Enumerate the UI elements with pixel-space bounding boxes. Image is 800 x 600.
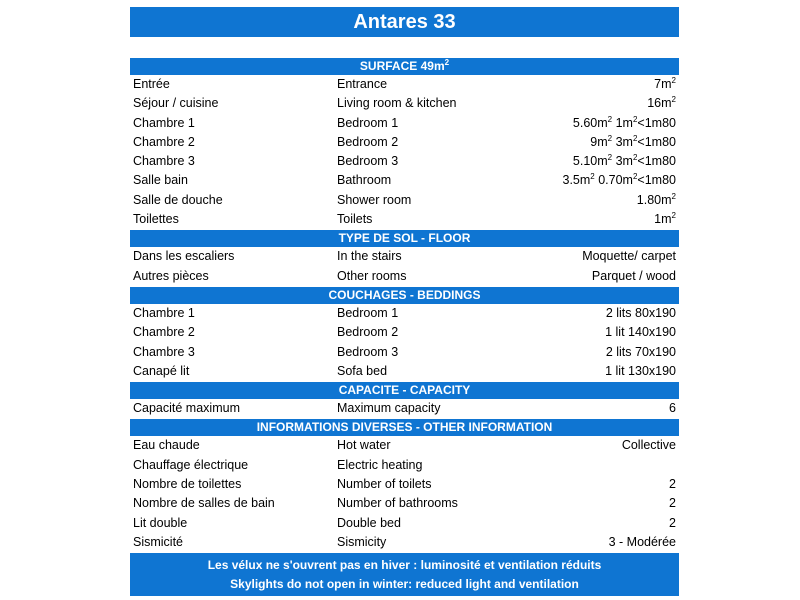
table-row: [130, 267, 679, 286]
table-row: [130, 362, 679, 381]
label-en: Bedroom 3: [337, 154, 399, 169]
label-fr: Toilettes: [133, 212, 179, 227]
value-cell: $5.60m^2$ $1m^2<1m80$: [572, 114, 676, 130]
label-fr: Chambre 3: [133, 344, 195, 359]
table-row: [130, 514, 679, 533]
value-cell: Collective: [621, 438, 676, 453]
label-en: Number of bathrooms: [337, 496, 458, 511]
label-fr: Salle de douche: [133, 192, 223, 207]
value-cell: $1.80m^2$: [636, 191, 676, 207]
label-en: In the stairs: [337, 249, 402, 264]
value-cell: Parquet / wood: [591, 268, 676, 283]
label-en: Electric heating: [337, 457, 423, 472]
table-row: [130, 191, 679, 210]
value-cell: 2 lits 80x190: [605, 305, 676, 320]
label-fr: Chambre 3: [133, 154, 195, 169]
label-en: Sismicity: [337, 534, 387, 549]
value-cell: 2: [669, 496, 676, 511]
label-en: Bedroom 2: [337, 325, 399, 340]
value-cell: $16m^2$: [647, 95, 676, 111]
label-en: Double bed: [337, 515, 401, 530]
property-sheet: [130, 7, 679, 596]
label-fr: Nombre de salles de bain: [133, 496, 275, 511]
label-fr: Entrée: [133, 77, 170, 91]
section-header: COUCHAGES - BEDDINGS: [130, 286, 679, 304]
label-fr: Chambre 1: [133, 305, 195, 320]
value-cell: $7m^2$: [654, 75, 676, 91]
value-cell: 1 lit 130x190: [605, 363, 676, 378]
label-en: Other rooms: [337, 268, 407, 283]
section-header: INFORMATIONS DIVERSES - OTHER INFORMATION: [130, 418, 679, 436]
table-row: [130, 436, 679, 455]
label-fr: Chambre 2: [133, 134, 195, 149]
value-cell: [537, 456, 679, 475]
value-cell: 6: [669, 401, 676, 416]
label-fr: Sismicité: [133, 534, 184, 549]
value-cell: 3 - Modérée: [608, 534, 676, 549]
label-en: Bedroom 1: [337, 115, 399, 130]
table-row: [130, 210, 679, 229]
label-fr: Chambre 1: [133, 115, 195, 130]
label-fr: Salle bain: [133, 173, 188, 188]
label-en: Bedroom 1: [337, 305, 399, 320]
label-fr: Capacité maximum: [133, 401, 240, 416]
value-cell: $5.10m^2$ $3m^2<1m80$: [572, 153, 676, 169]
table-row: [130, 94, 679, 113]
spacer: [130, 37, 679, 57]
label-fr: Séjour / cuisine: [133, 96, 219, 111]
table-row: [130, 494, 679, 513]
section-header: CAPACITE - CAPACITY: [130, 381, 679, 399]
label-en: Bedroom 3: [337, 344, 399, 359]
value-cell: Moquette/ carpet: [582, 249, 676, 264]
footer-line-fr: Les vélux ne s'ouvrent pas en hiver : luminosité et ventilation réduits: [207, 558, 602, 573]
label-fr: Nombre de toilettes: [133, 477, 242, 492]
table-row: [130, 114, 679, 133]
table-row: [130, 75, 679, 94]
table-row: [130, 399, 679, 418]
value-cell: $9m^2$ $3m^2<1m80$: [590, 133, 676, 149]
table-row: [130, 343, 679, 362]
label-en: Living room & kitchen: [337, 96, 457, 111]
sheet-title: Antares 33: [130, 7, 679, 37]
value-cell: 1 lit 140x190: [605, 325, 676, 340]
label-fr: Eau chaude: [133, 438, 200, 453]
value-cell: 2 lits 70x190: [605, 344, 676, 359]
table-row: [130, 171, 679, 190]
table-row: [130, 456, 679, 475]
label-en: Toilets: [337, 212, 373, 227]
table-row: [130, 304, 679, 323]
label-en: Entrance: [337, 77, 388, 91]
label-fr: Dans les escaliers: [133, 249, 235, 264]
section-header: SURFACE $49m^2$: [130, 57, 679, 75]
label-fr: Chauffage électrique: [133, 457, 249, 472]
label-fr: Canapé lit: [133, 363, 190, 378]
label-fr: Lit double: [133, 515, 188, 530]
label-en: Hot water: [337, 438, 391, 453]
label-en: Maximum capacity: [337, 401, 441, 416]
value-cell: $3.5m^2$ $0.70m^2<1m80$: [562, 172, 676, 188]
table-row: [130, 323, 679, 342]
label-en: Shower room: [337, 192, 412, 207]
value-cell: 2: [669, 515, 676, 530]
table-row: [130, 475, 679, 494]
footer-line-en: Skylights do not open in winter: reduced light and ventilation: [230, 577, 579, 592]
label-fr: Autres pièces: [133, 268, 209, 283]
label-fr: Chambre 2: [133, 325, 195, 340]
label-en: Sofa bed: [337, 363, 388, 378]
label-en: Bedroom 2: [337, 134, 399, 149]
table-row: [130, 247, 679, 266]
table-row: [130, 533, 679, 552]
footer-note: [130, 552, 679, 596]
value-cell: $1m^2$: [654, 210, 676, 227]
section-header: TYPE DE SOL - FLOOR: [130, 229, 679, 247]
value-cell: 2: [669, 477, 676, 492]
table-row: [130, 152, 679, 171]
sections-container: [130, 57, 679, 552]
table-row: [130, 133, 679, 152]
label-en: Number of toilets: [337, 477, 432, 492]
label-en: Bathroom: [337, 173, 392, 188]
